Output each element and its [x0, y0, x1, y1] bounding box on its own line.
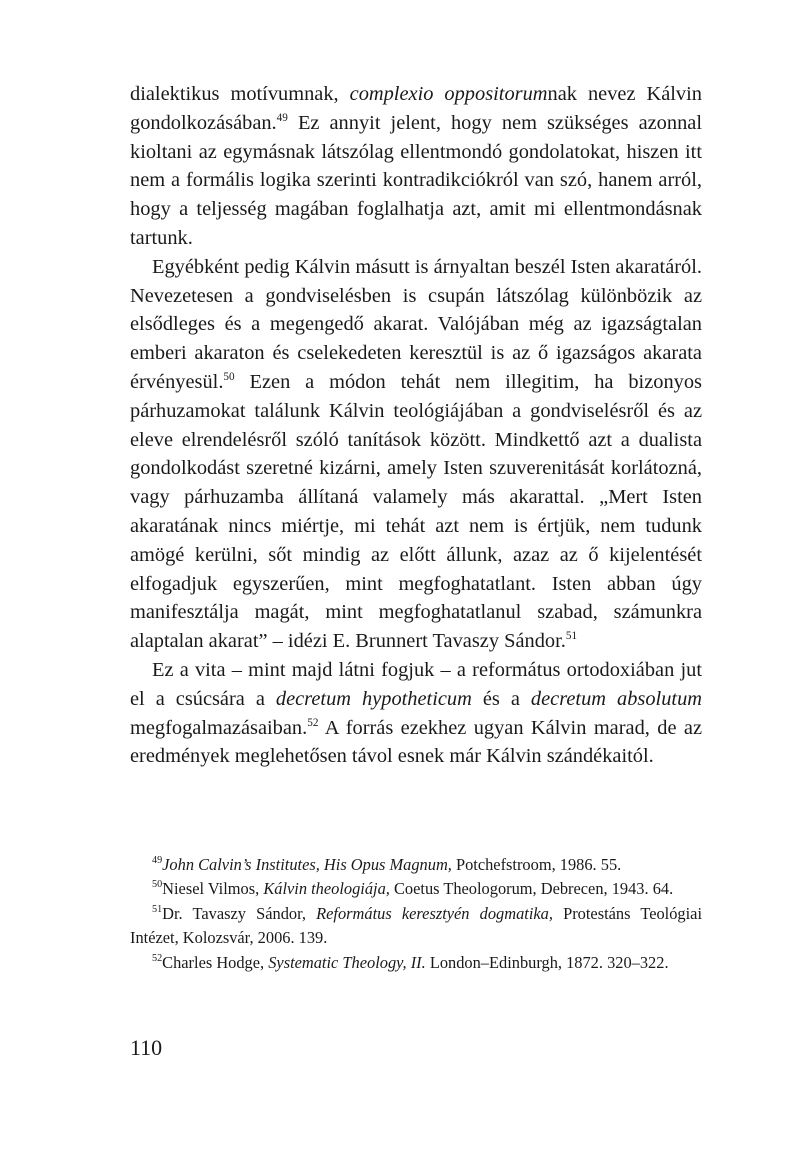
- italic-term: decretum hypotheticum: [275, 687, 472, 710]
- footnote-number: 49: [152, 854, 163, 866]
- paragraph-1: [130, 80, 702, 253]
- text-run: és a: [471, 687, 531, 710]
- footnote-text: Coetus Theologorum, Debrecen, 1943. 64.: [389, 879, 674, 899]
- italic-term: decretum absolutum: [530, 687, 702, 710]
- footnote-52: [130, 951, 702, 975]
- footnote-number: 52: [152, 952, 163, 964]
- footnote-title: Kálvin theologiája,: [263, 879, 390, 899]
- footnote-title: Systematic Theology, II.: [268, 952, 426, 972]
- footnote-number: 51: [152, 903, 163, 915]
- text-run: A forrás ezekhez ugyan Kálvin marad, de az eredmények meglehetősen távol esnek már Kálvin szándékaitól.: [130, 716, 702, 768]
- footnote-ref-50: 50: [223, 371, 235, 384]
- footnote-title: Református keresztyén dogmatika,: [316, 903, 553, 923]
- text-run: dialektikus motívumnak,: [130, 83, 350, 105]
- text-run: nak nevez Kálvin gondolkozásában.: [130, 83, 702, 134]
- paragraph-2: [130, 253, 702, 656]
- footnote-text: Protestáns Teológiai Intézet, Kolozsvár, 2006. 139.: [130, 903, 702, 948]
- footnote-ref-52: 52: [307, 716, 319, 729]
- text-run: Ezen a módon tehát nem illegitim, ha bizonyos párhuzamokat találunk Kálvin teológiájában a gondviselésről és az eleve elrendelésről szóló tanítások között. Mindkettő azt a dualista gondolkodást szeretné kizárni, amely Isten szuverenitását korlátozná, vagy párhuzamba állítaná valamely más akarattal. „Mert Isten akaratának nincs miértje, mi tehát azt nem is értjük, nem tudunk amögé kerülni, sőt mindig az előtt állunk, azaz az ő kijelentését elfogadjuk egyszerűen, mint megfoghatatlant. Isten abban úgy manifesztálja magát, mint megfoghatatlanul szabad, számunkra alaptalan akarat” – idézi E. Brunnert Tavaszy Sándor.: [130, 370, 702, 653]
- italic-term: complexio oppositorum: [349, 83, 548, 105]
- text-run: megfogalmazásaiban.: [130, 716, 308, 739]
- main-text: [130, 80, 702, 771]
- footnote-ref-49: 49: [276, 111, 288, 124]
- paragraph-3: [130, 656, 702, 771]
- footnote-author: Charles Hodge,: [162, 952, 269, 972]
- footnote-ref-51: 51: [565, 630, 578, 643]
- footnote-number: 50: [152, 879, 163, 891]
- footnote-50: [130, 877, 702, 901]
- footnote-author: Dr. Tavaszy Sándor,: [162, 903, 317, 923]
- footnote-author: Niesel Vilmos,: [162, 879, 264, 899]
- page-number: 110: [130, 1035, 163, 1060]
- text-run: Ez a vita – mint majd látni fogjuk – a református ortodoxiában jut el a csúcsára a: [130, 658, 702, 710]
- footnote-title: John Calvin’s Institutes, His Opus Magnum,: [162, 855, 452, 874]
- footnote-51: [130, 902, 702, 951]
- footnote-49: [130, 853, 702, 877]
- footnote-text: London–Edinburgh, 1872. 320–322.: [425, 952, 669, 972]
- footnote-text: Potchefstroom, 1986. 55.: [451, 855, 622, 874]
- text-run: Egyébként pedig Kálvin másutt is árnyaltan beszél Isten akaratáról. Nevezetesen a gondviselésben is csupán látszólag különbözik az elsődleges és a megengedő akarat. Valójában még az igazságtalan emberi akaraton és cselekedeten keresztül is az ő igazságos akarata érvényesül.: [130, 255, 702, 393]
- text-run: Ez annyit jelent, hogy nem szükséges azonnal kioltani az egymásnak látszólag ellentmondó gondolatokat, hiszen itt nem a formális logika szerinti kontradikciókról van szó, hanem arról, hogy a teljesség magában foglalhatja azt, amit mi ellentmondásnak tartunk.: [130, 111, 702, 249]
- footnotes: [130, 853, 702, 975]
